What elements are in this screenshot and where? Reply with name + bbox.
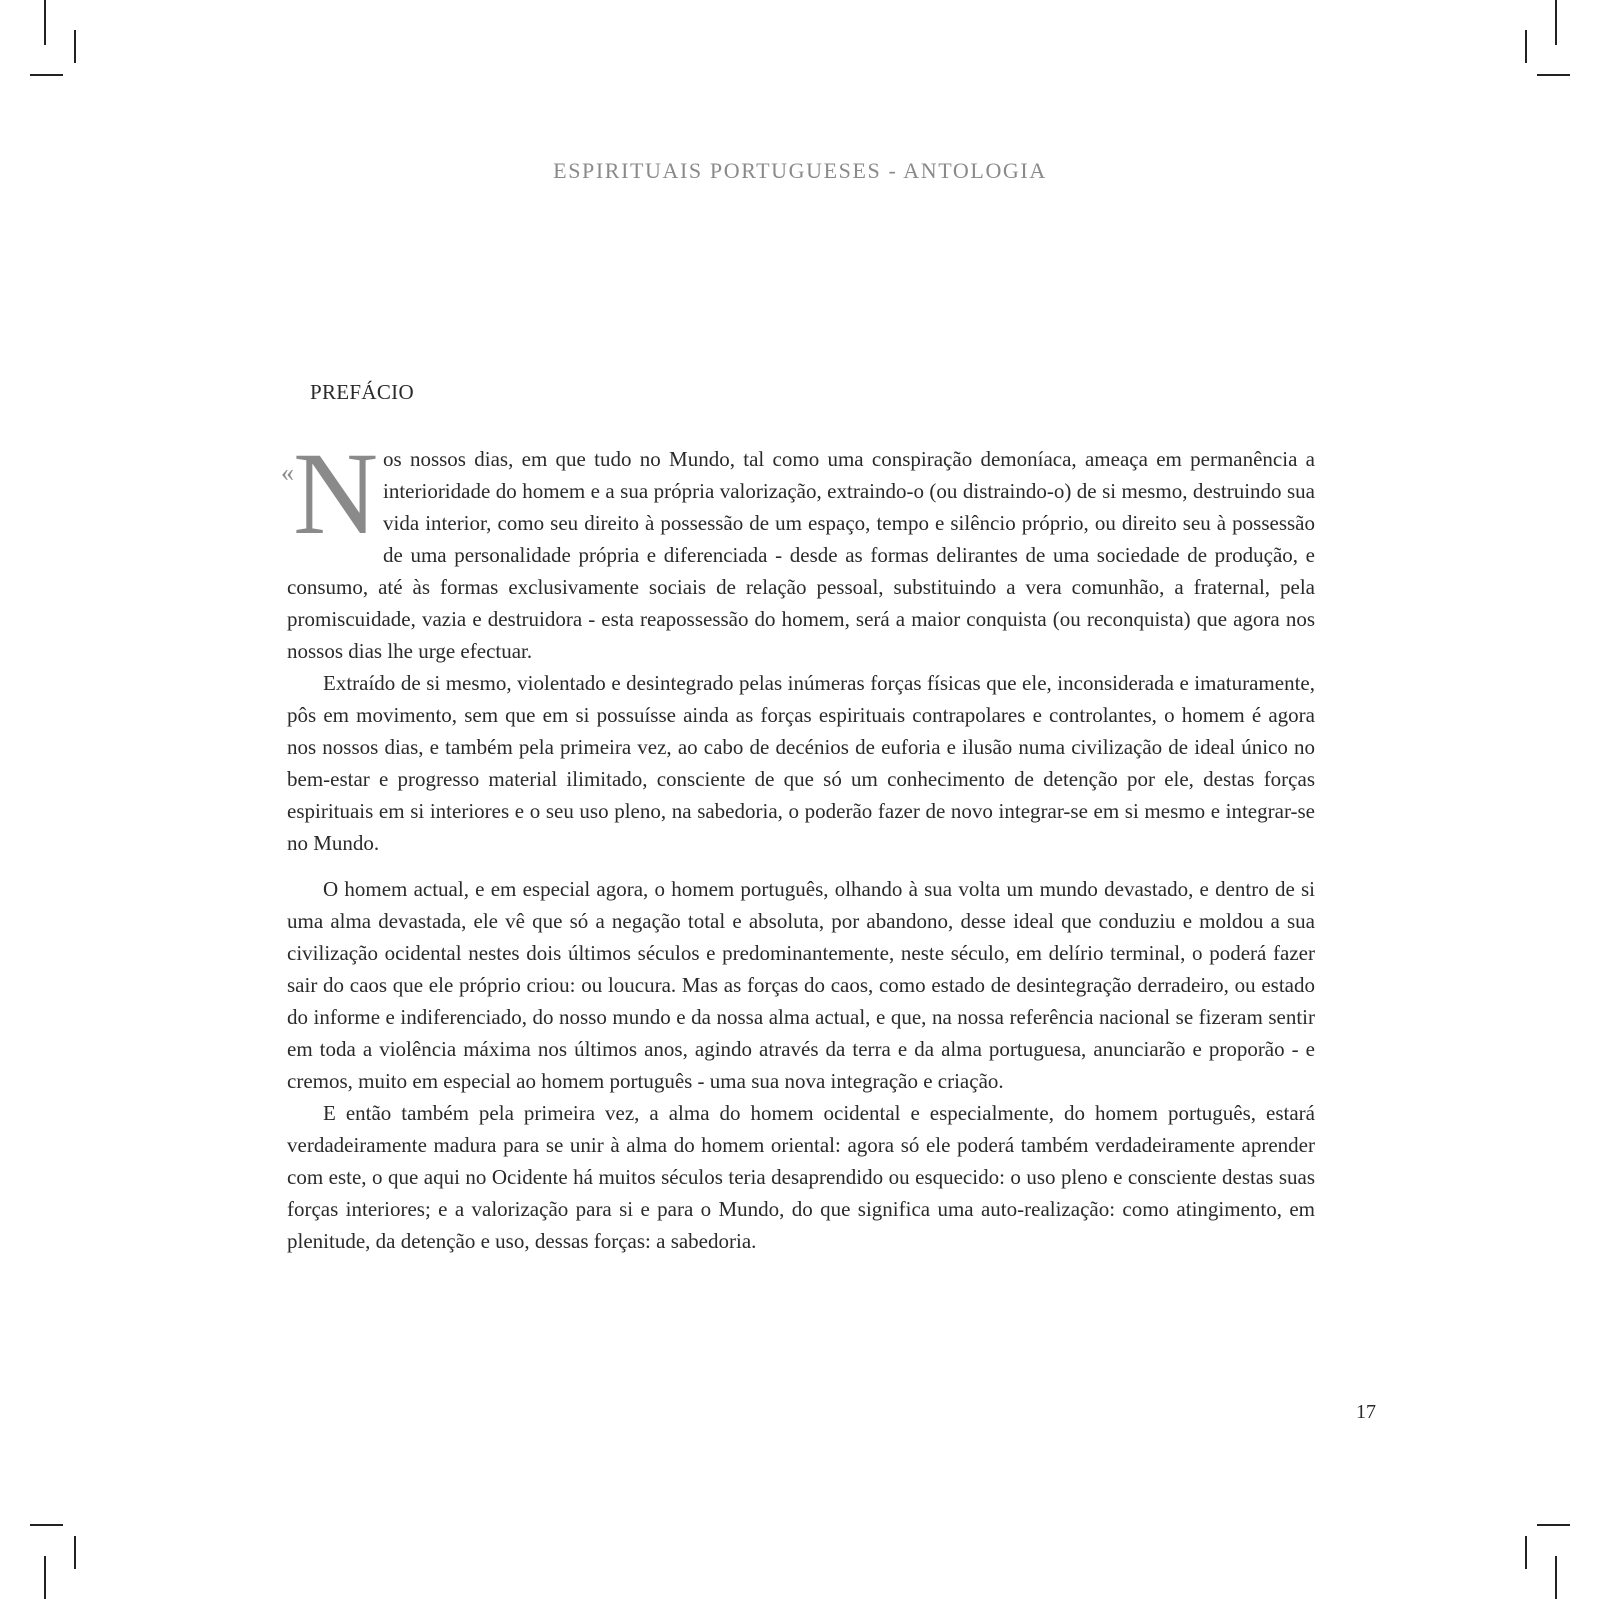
crop-mark-bottom-right-vertical (1525, 1536, 1527, 1569)
crop-mark-bottom-right-horizontal (1537, 1524, 1570, 1526)
paragraph-4: E então também pela primeira vez, a alma do homem ocidental e especialmente, do homem português, estará verdadeiramente madura para se unir à alma do homem oriental: agora só ele poderá também verdadeiramente aprender com este, o que aqui no Ocidente há muitos séculos teria desaprendido ou esquecido: o uso pleno e consciente destas suas forças interiores; e a valorização para si e para o Mundo, do que significa uma auto-realização: como atingimento, em plenitude, da detenção e uso, dessas forças: a sabedoria. (287, 1101, 1315, 1253)
drop-cap (281, 428, 379, 559)
page-number: 17 (1356, 1401, 1376, 1423)
opening-quote-mark: « (281, 458, 294, 487)
crop-mark-top-right-vertical (1525, 30, 1527, 63)
body-text (281, 428, 1315, 1257)
crop-mark-top-left-horizontal (30, 74, 63, 76)
running-head: ESPIRITUAIS PORTUGUESES - ANTOLOGIA (553, 158, 1047, 183)
crop-mark-top-left-vertical (74, 30, 76, 63)
crop-mark-bottom-left-vertical (74, 1536, 76, 1569)
paragraph-2: Extraído de si mesmo, violentado e desintegrado pelas inúmeras forças físicas que ele, inconsiderada e imaturamente, pôs em movimento, sem que em si possuísse ainda as forças espirituais contrapolares e controlantes, o homem é agora nos nossos dias, e também pela primeira vez, ao cabo de decénios de euforia e ilusão numa civilização de ideal único no bem-estar e progresso material ilimitado, consciente de que só um conhecimento de detenção por ele, destas forças espirituais em si interiores e o seu uso pleno, na sabedoria, o poderão fazer de novo integrar-se em si mesmo e integrar-se no Mundo. (287, 671, 1315, 855)
paragraph-3: O homem actual, e em especial agora, o homem português, olhando à sua volta um mundo devastado, e dentro de si uma alma devastada, ele vê que só a negação total e absoluta, por abandono, desse ideal que conduziu e moldou a sua civilização ocidental nestes dois últimos séculos e predominantemente, neste século, em delírio terminal, o poderá fazer sair do caos que ele próprio criou: ou loucura. Mas as forças do caos, como estado de desintegração derradeiro, ou estado do informe e indiferenciado, do nosso mundo e da nossa alma actual, e que, na nossa referência nacional se fizeram sentir em toda a violência máxima nos últimos anos, agindo através da terra e da alma portuguesa, anunciarão e proporão - e cremos, muito em especial ao homem português - uma sua nova integração e criação. (287, 877, 1315, 1093)
crop-mark-bottom-far-right-vertical (1555, 1556, 1557, 1599)
paragraph-1 (281, 428, 1315, 667)
crop-mark-top-right-horizontal (1537, 74, 1570, 76)
crop-mark-top-far-right-vertical (1555, 0, 1557, 45)
crop-mark-bottom-left-horizontal (30, 1524, 63, 1526)
crop-mark-bottom-far-left-vertical (44, 1556, 46, 1599)
drop-cap-letter: N (293, 428, 379, 559)
crop-mark-top-far-left-vertical (44, 0, 46, 45)
paragraph-text: os nossos dias, em que tudo no Mundo, tal como uma conspiração demoníaca, ameaça em permanência a interioridade do homem e a sua própria valorização, extraindo-o (ou distraindo-o) de si mesmo, destruindo sua vida interior, como seu direito à possessão de um espaço, tempo e silêncio próprio, ou direito seu à possessão de uma personalidade própria e diferenciada - desde as formas delirantes de uma sociedade de produção, e consumo, até às formas exclusivamente sociais de relação pessoal, substituindo a vera comunhão, a fraternal, pela promiscuidade, vazia e destruidora - esta reapossessão do homem, será a maior conquista (ou reconquista) que agora nos nossos dias lhe urge efectuar. (287, 447, 1315, 663)
section-title: PREFÁCIO (310, 380, 414, 404)
